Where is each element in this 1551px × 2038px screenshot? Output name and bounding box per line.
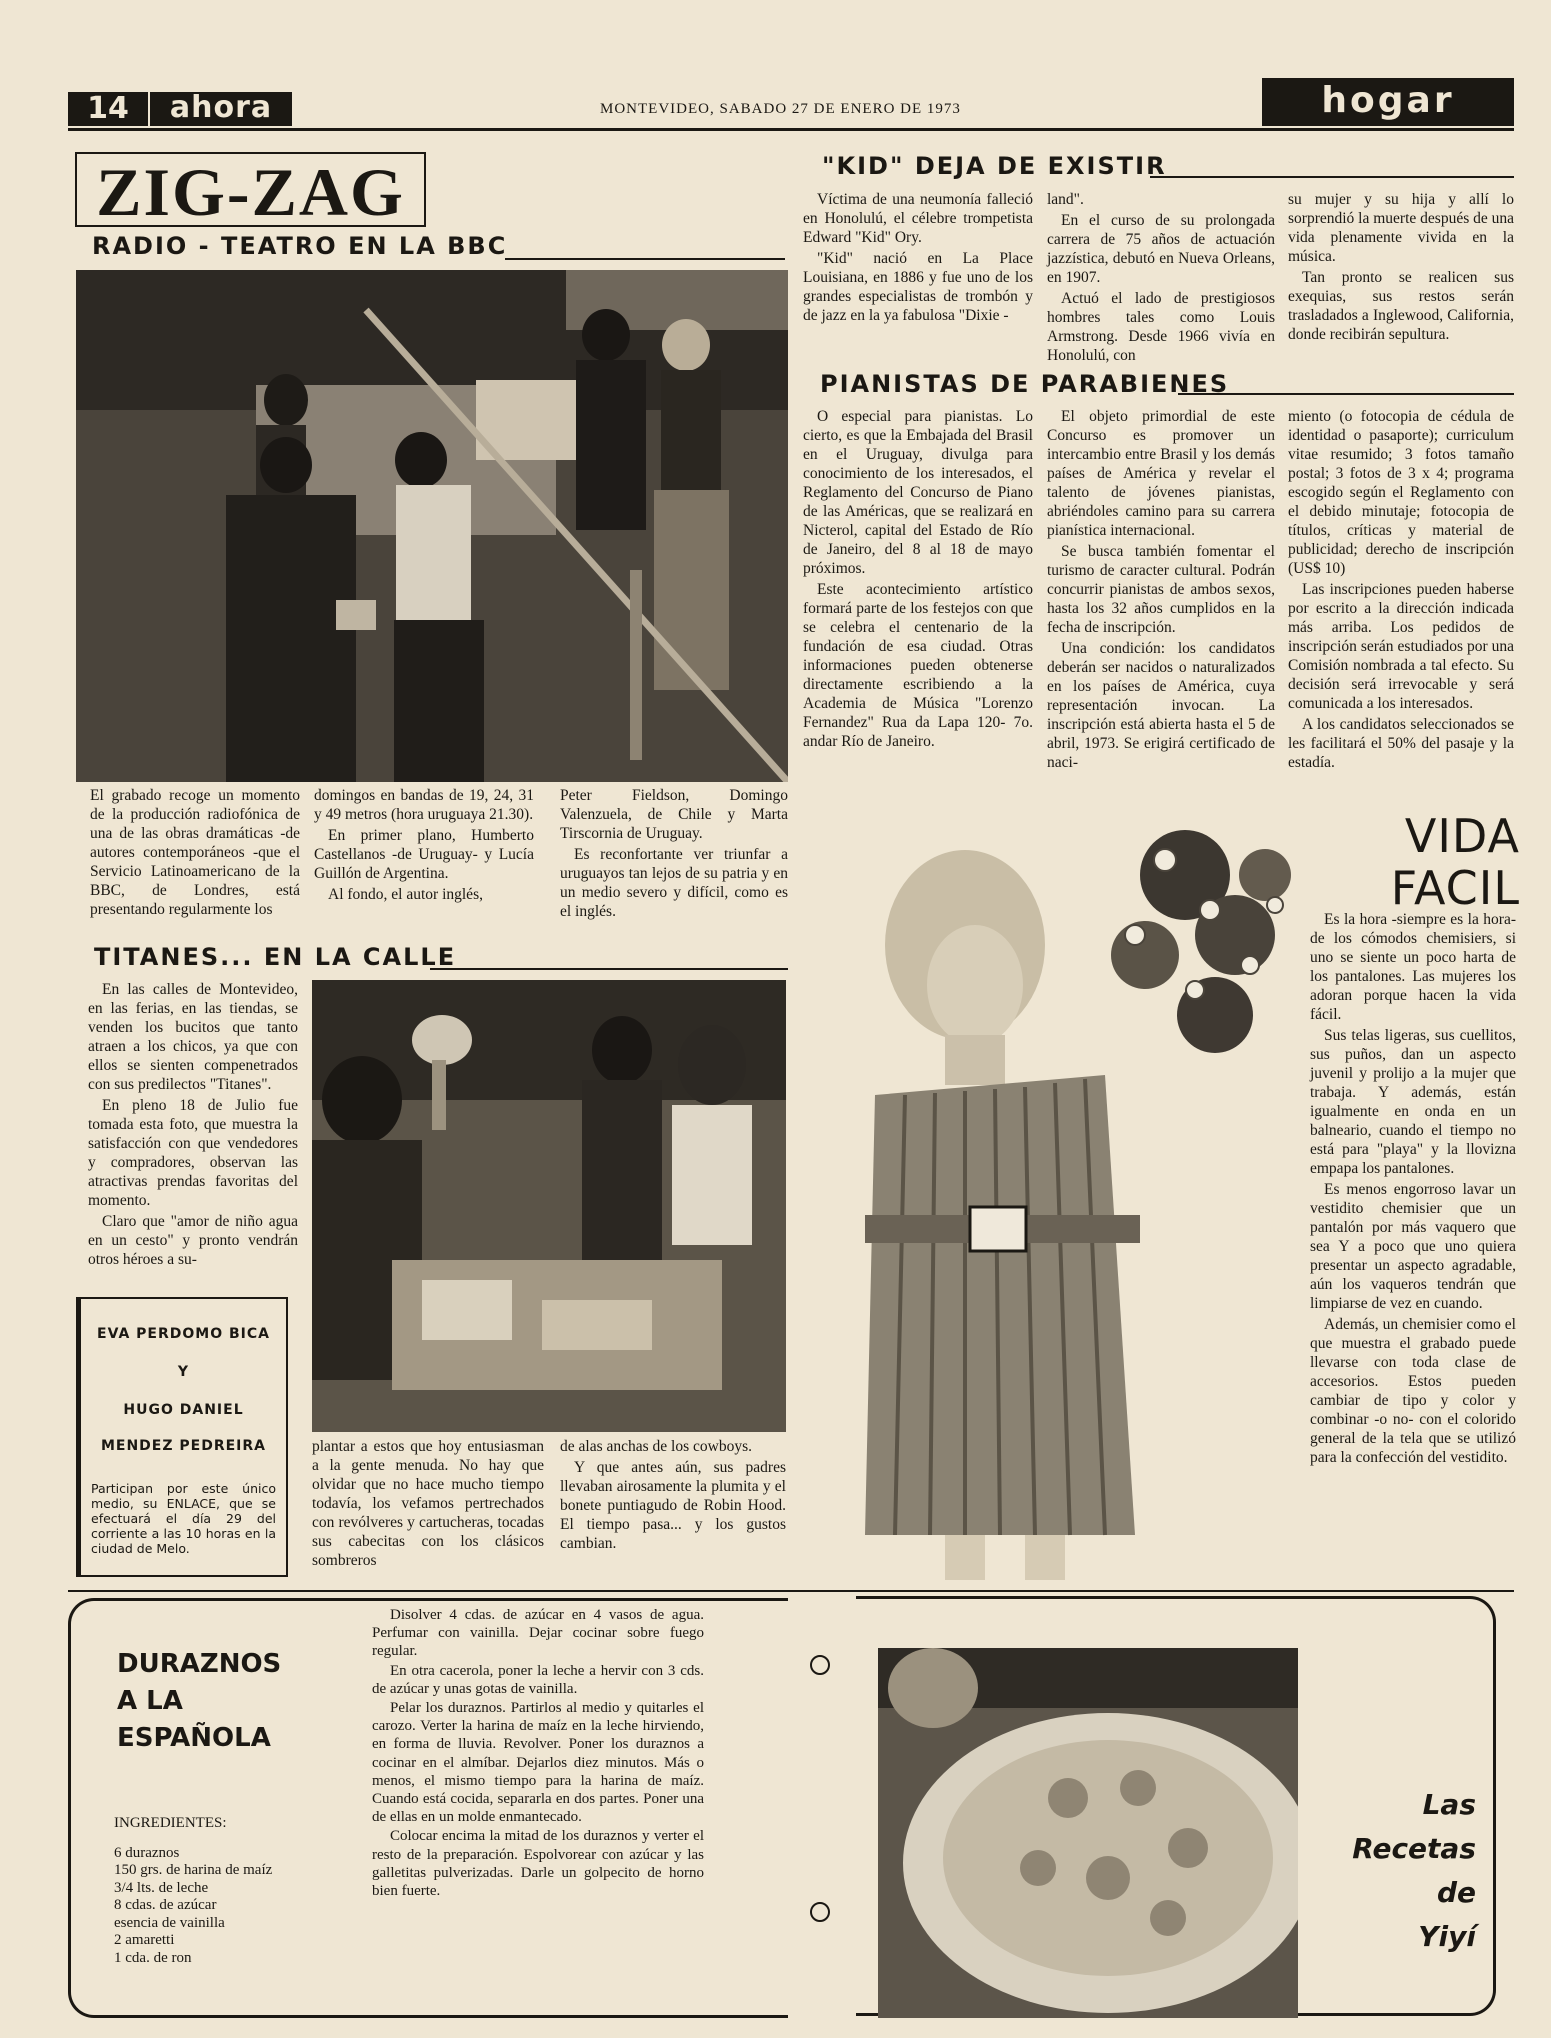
pianistas-col2 bbox=[1047, 407, 1275, 774]
kid-col1-p1: Víctima de una neumonía falleció en Honolulú, el célebre trompetista Edward "Kid" Ory. bbox=[803, 191, 1033, 246]
vida-facil-p4: Además, un chemisier como el que muestra el grabado puede llevarse con toda clase de accesorios. Estos pueden cambiar de tipo y color y combinar -o no- con el colorido general de la tela que se utilizó para la confección del vestidito. bbox=[1310, 1316, 1516, 1466]
zigzag-title: ZIG-ZAG bbox=[75, 152, 426, 227]
pianistas-col3-p2: Las inscripciones pueden haberse por escrito a la dirección indicada más arriba. Los pedidos de inscripción serán estudiados por una Comisión nombrada a tal efecto. Su decisión será irrevocable y será comunicada a los interesados. bbox=[1288, 581, 1514, 712]
recipe-steps bbox=[372, 1606, 704, 1901]
recetas-title-line3: de bbox=[1436, 1876, 1476, 1909]
bbc-studio-photo-art bbox=[76, 270, 788, 782]
titanes-col3 bbox=[560, 1437, 786, 1555]
titanes-col1-p3: Claro que "amor de niño agua en un cesto" y pronto vendrán otros héroes a su- bbox=[88, 1213, 298, 1268]
byline-conjunction: Y bbox=[177, 1364, 190, 1380]
recipe-step-1: Disolver 4 cdas. de azúcar en 4 vasos de agua. Perfumar con vainilla. Dejar cocinar sobre fuego regular. bbox=[372, 1607, 704, 1660]
vida-facil-title bbox=[1300, 810, 1520, 914]
bbc-caption-col3 bbox=[560, 786, 788, 923]
ingredient-item: 1 cda. de ron bbox=[114, 1949, 192, 1966]
bbc-studio-photo bbox=[76, 270, 788, 782]
ingredient-item: esencia de vainilla bbox=[114, 1914, 225, 1931]
bbc-caption-col3-p2: Es reconfortante ver triunfar a uruguayos tan lejos de su patria y en un medio severo y difícil, como es el inglés. bbox=[560, 846, 788, 920]
pianistas-col2-p3: Una condición: los candidatos deberán ser nacidos o naturalizados en los países de América, cuya representación invocan. La inscripción está abierta hasta el 5 de abril, 1973. Se erigirá certificado de naci- bbox=[1047, 640, 1275, 771]
titanes-col1-p1: En las calles de Montevideo, en las ferias, en las tiendas, se venden los bucitos que tanto atraen a los chicos, ya que con ellos se sienten compenetrados con sus predilectos "Titanes". bbox=[88, 981, 298, 1093]
recipe-ingredients bbox=[114, 1815, 329, 1967]
titanes-col2 bbox=[312, 1437, 544, 1572]
byline-name-2-surname: MENDEZ PEDREIRA bbox=[100, 1438, 267, 1454]
byline-name-1: EVA PERDOMO BICA bbox=[97, 1326, 270, 1342]
section-label: hogar bbox=[1262, 78, 1514, 126]
recipe-title bbox=[117, 1646, 317, 1757]
kid-col3 bbox=[1288, 190, 1514, 346]
recipe-title-line1: DURAZNOS bbox=[117, 1649, 282, 1679]
bbc-heading: RADIO - TEATRO EN LA BBC bbox=[92, 232, 508, 260]
titanes-col3-p1: de alas anchas de los cowboys. bbox=[560, 1438, 752, 1455]
titanes-heading: TITANES... EN LA CALLE bbox=[94, 943, 457, 971]
titanes-col2-p1: plantar a estos que hoy entusiasman a la gente menuda. No hay que olvidar que no hace mucho tiempo todavía, los vefamos pertrechados con revólveres y cartucheras, tocadas sus cabecitas con los clásicos sombreros bbox=[312, 1438, 544, 1569]
kid-col1 bbox=[803, 190, 1033, 327]
newspaper-logo: ahora bbox=[150, 92, 292, 126]
titanes-street-photo bbox=[312, 980, 786, 1432]
page-number: 14 bbox=[68, 92, 148, 126]
recipe-step-2: En otra cacerola, poner la leche a hervir con 3 cds. de azúcar y unas gotas de vainilla. bbox=[372, 1662, 704, 1697]
vida-facil-p3: Es menos engorroso lavar un vestidito chemisier que un pantalón por más vaquero que sea Y a poco que uno quiera presentar un aspecto agradable, aún los vaqueros tendrán que limpiarse de vez en cuando. bbox=[1310, 1181, 1516, 1312]
kid-heading: "KID" DEJA DE EXISTIR bbox=[822, 152, 1167, 180]
ingredients-label: INGREDIENTES: bbox=[114, 1815, 227, 1831]
pianistas-col1 bbox=[803, 407, 1033, 753]
recetas-title-line4: Yiyí bbox=[1418, 1920, 1476, 1953]
pianistas-col1-p1: O especial para pianistas. Lo cierto, es que la Embajada del Brasil en el Uruguay, divulga para conocimiento de los interesados, el Reglamento del Concurso de Piano de las Américas, que se realizará en Nicterol, capital del Estado de Río de Janeiro, del 8 al 18 de mayo próximos. bbox=[803, 408, 1033, 577]
punch-hole-top bbox=[810, 1655, 830, 1675]
kid-col3-p1: su mujer y su hija y allí lo sorprendió la muerte después de una vida plenamente vivida en la música. bbox=[1288, 191, 1514, 265]
pianistas-col3-p1: miento (o fotocopia de cédula de identidad o pasaporte); curriculum vitae resumido; 3 fotos tamaño postal; 3 fotos de 3 x 4; programa escogido según el Reglamento con el debido minutaje; fotocopia de títulos, críticas y material de publicidad; derecho de inscripción (US$ 10) bbox=[1288, 408, 1514, 577]
kid-col2-p2: En el curso de su prolongada carrera de 75 años de actuación jazzística, debutó en Nueva Orleans, en 1907. bbox=[1047, 212, 1275, 286]
recetas-title-line2: Recetas bbox=[1352, 1832, 1476, 1865]
vida-facil-title-line1: VIDA bbox=[1404, 809, 1520, 863]
vida-facil-body bbox=[1310, 910, 1516, 1469]
recipe-dish-photo-art bbox=[878, 1648, 1298, 2018]
titanes-street-photo-art bbox=[312, 980, 786, 1432]
pianistas-col3 bbox=[1288, 407, 1514, 774]
recipe-dish-photo bbox=[878, 1648, 1298, 2018]
bbc-caption-col2 bbox=[314, 786, 534, 906]
pianistas-heading-line bbox=[1178, 393, 1514, 395]
kid-col1-p2: "Kid" nació en La Place Louisiana, en 1886 y fue uno de los grandes especialistas de trombón y de jazz en la ya fabulosa "Dixie - bbox=[803, 250, 1033, 324]
titanes-col1-p2: En pleno 18 de Julio fue tomada esta foto, que muestra la satisfacción con que vendedores y compradores, observan las atractivas prendas favoritas del momento. bbox=[88, 1097, 298, 1209]
bbc-caption-col1: El grabado recoge un momento de la producción radiofónica de una de las obras dramáticas -de autores contemporáneos -que el Servicio Latinoamericano de la BBC, de Londres, está presentando regularmente los bbox=[90, 787, 300, 918]
recipe-title-line2: A LA bbox=[117, 1686, 183, 1716]
byline-box bbox=[76, 1297, 288, 1577]
byline-note: Participan por este único medio, su ENLACE, que se efectuará el día 29 del corriente a las 10 horas en la ciudad de Melo. bbox=[91, 1481, 276, 1556]
ingredient-item: 2 amaretti bbox=[114, 1932, 175, 1948]
titanes-col1 bbox=[88, 980, 298, 1271]
bbc-caption-col2-p1: domingos en bandas de 19, 24, 31 y 49 metros (hora uruguaya 21.30). bbox=[314, 787, 534, 823]
kid-col3-p2: Tan pronto se realicen sus exequias, sus restos serán trasladados a Inglewood, California, donde recibirán sepultura. bbox=[1288, 269, 1514, 343]
pianistas-col1-p2: Este acontecimiento artístico formará parte de los festejos con que se celebra el centenario de la fundación de esa ciudad. Otras informaciones pueden obtenerse directamente escribiendo a la Academia de Música "Lorenzo Fernandez" Rua da Lapa 120- 7o. andar Río de Janeiro. bbox=[803, 581, 1033, 750]
ingredient-item: 150 grs. de harina de maíz bbox=[114, 1862, 273, 1878]
ingredient-item: 6 duraznos bbox=[114, 1844, 180, 1861]
pianistas-col2-p2: Se busca también fomentar el turismo de caracter cultural. Podrán concurrir pianistas de ambos sexos, hasta los 32 años cumplidos en la fecha de inscripción. bbox=[1047, 543, 1275, 636]
recetas-title bbox=[1326, 1783, 1476, 1959]
titanes-heading-line bbox=[430, 968, 788, 970]
byline-name-2: HUGO DANIEL bbox=[123, 1402, 244, 1418]
bbc-caption-col2-p3: Al fondo, el autor inglés, bbox=[328, 886, 483, 903]
recipe-step-4: Colocar encima la mitad de los duraznos y verter el resto de la preparación. Espolvorear con azúcar y las galletitas pulverizadas. Darle un golpecito de horno bien fuerte. bbox=[372, 1828, 704, 1900]
titanes-col3-p2: Y que antes aún, sus padres llevaban airosamente la plumita y el bonete puntiagudo de Robin Hood. El tiempo pasa... y los gustos cambian. bbox=[560, 1459, 786, 1552]
vida-facil-p2: Sus telas ligeras, sus cuellitos, sus puños, dan un aspecto juvenil y prolijo a la mujer que trabaja. Y además, están igualmente en onda en un balneario, cuando el tiempo no está para "playa" y la llovizna empapa los pantalones. bbox=[1310, 1027, 1516, 1177]
vida-facil-p1: Es la hora -siempre es la hora- de los cómodos chemisiers, si uno se siente un poco harta de los pantalones. Las mujeres los adoran porque hacen la vida fácil. bbox=[1310, 911, 1516, 1023]
bbc-caption-col2-p2: En primer plano, Humberto Castellanos -de Uruguay- y Lucía Guillón de Argentina. bbox=[314, 827, 534, 882]
ingredient-item: 3/4 lts. de leche bbox=[114, 1879, 209, 1896]
kid-col2 bbox=[1047, 190, 1275, 367]
bbc-heading-line bbox=[505, 258, 785, 260]
recetas-title-line1: Las bbox=[1422, 1788, 1476, 1821]
bbc-caption-col3-p1: Peter Fieldson, Domingo Valenzuela, de Chile y Marta Tirscornia de Uruguay. bbox=[560, 787, 788, 842]
pianistas-heading: PIANISTAS DE PARABIENES bbox=[820, 370, 1230, 398]
punch-hole-bottom bbox=[810, 1902, 830, 1922]
recipe-step-3: Pelar los duraznos. Partirlos al medio y quitarles el carozo. Verter la harina de maíz en la leche hirviendo, en forma de lluvia. Revolver. Poner los duraznos a cocinar en el almíbar. Dejarlos diez minutos. Más o menos, el mismo tiempo para la harina de maíz. Cuando está cocida, separarla en dos partes. Poner una de ellas en un molde enmantecado. bbox=[372, 1700, 704, 1826]
chemisier-model-photo bbox=[805, 815, 1300, 1580]
recipe-section-rule bbox=[68, 1590, 1514, 1592]
ingredient-item: 8 cdas. de azúcar bbox=[114, 1897, 217, 1913]
pianistas-col3-p3: A los candidatos seleccionados se les facilitará el 50% del pasaje y la estadía. bbox=[1288, 716, 1514, 771]
kid-heading-line bbox=[1150, 176, 1514, 178]
pianistas-col2-p1: El objeto primordial de este Concurso es promover un intercambio entre Brasil y los demás países de América y revelar el talento de jóvenes pianistas, abriéndoles camino para su carrera pianística internacional. bbox=[1047, 408, 1275, 539]
masthead-rule bbox=[68, 128, 1514, 131]
chemisier-model-photo-art bbox=[805, 815, 1300, 1580]
dateline: MONTEVIDEO, SABADO 27 DE ENERO DE 1973 bbox=[600, 101, 961, 117]
kid-col2-p1: land". bbox=[1047, 191, 1084, 208]
kid-col2-p3: Actuó el lado de prestigiosos hombres tales como Louis Armstrong. Desde 1966 vivía en Honolulú, con bbox=[1047, 290, 1275, 364]
vida-facil-title-line2: FACIL bbox=[1390, 861, 1520, 915]
recipe-title-line3: ESPAÑOLA bbox=[117, 1723, 271, 1753]
